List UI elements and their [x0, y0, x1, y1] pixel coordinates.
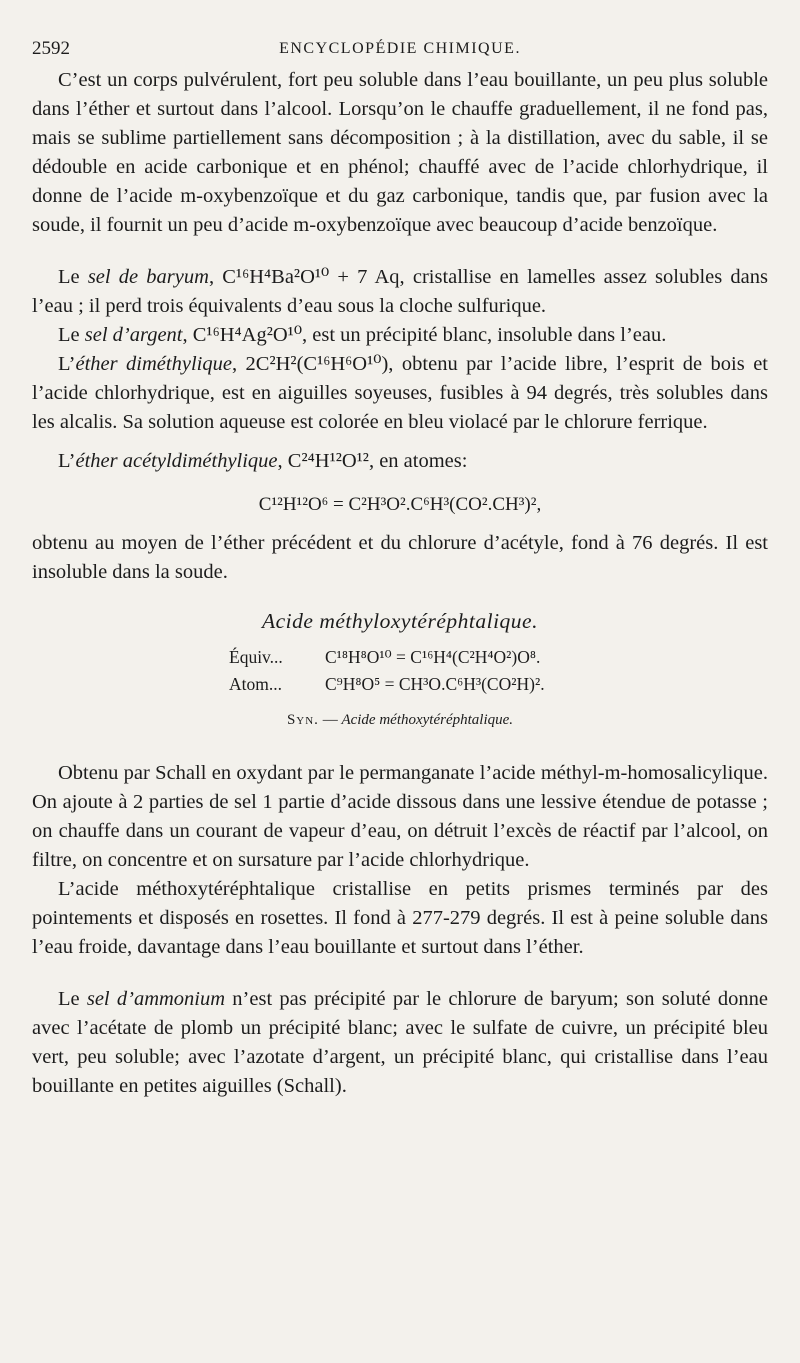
equiv-label: Équiv...	[229, 647, 283, 667]
page-header	[32, 38, 768, 62]
paragraph-properties: L’acide méthoxytéréphtalique cristallise en petits prismes terminés par des pointements et disposés en rosettes. Il fond à 277-279 degrés. Il est à peine soluble dans l’eau froide, davantage dans l’eau bouillante et surtout dans l’éther.	[32, 878, 768, 958]
paragraph-description: C’est un corps pulvérulent, fort peu soluble dans l’eau bouillante, un peu plus soluble dans l’éther et surtout dans l’alcool. Lorsqu’on le chauffe graduellement, il ne fond pas, mais se sublime partiellement sans décomposition ; à la distillation, avec du sable, il se dédouble en acide carbonique et en phénol; chauffé avec de l’acide chlorhydrique, il donne de l’acide m-oxybenzoïque et du gaz carbonique, tandis que, par fusion avec la soude, il fournit un peu d’acide m-oxybenzoïque avec beaucoup d’acide benzoïque.	[32, 69, 768, 236]
paragraph-silver-salt: Le sel d’argent, C¹⁶H⁴Ag²O¹⁰, est un précipité blanc, insoluble dans l’eau.	[58, 324, 667, 346]
page-body	[32, 66, 768, 1101]
formula-table	[229, 644, 768, 698]
term-ammonium-salt: sel d’ammonium	[86, 988, 226, 1010]
term-dimethyl-ether: éther diméthylique	[75, 353, 232, 375]
paragraph-dimethyl-ether: L’éther diméthylique, 2C²H²(C¹⁶H⁶O¹⁰), obtenu par l’acide libre, l’esprit de bois et l’acide chlorhydrique, est en aiguilles soyeuses, fusibles à 94 degrés, très solubles dans les alcalis. Sa solution aqueuse est colorée en bleu violacé par le chlorure ferrique.	[32, 353, 768, 433]
paragraph-ammonium-salt: Le sel d’ammonium n’est pas précipité par le chlorure de baryum; son soluté donne avec l’acétate de plomb un précipité blanc; avec le sulfate de cuivre, un précipité bleu vert, peu soluble; avec l’azotate d’argent, un précipité blanc, qui cristallise dans l’eau bouillante en petites aiguilles (Schall).	[32, 988, 768, 1097]
syn-name: Acide méthoxytéréphtalique.	[341, 712, 514, 728]
paragraph-acetyl-ether-cont: obtenu au moyen de l’éther précédent et du chlorure d’acétyle, fond à 76 degrés. Il est insoluble dans la soude.	[32, 532, 768, 583]
synonym-line: Syn. — Acide méthoxytéréphtalique.	[286, 712, 514, 728]
paragraph-preparation: Obtenu par Schall en oxydant par le permanganate l’acide méthyl-m-homosalicylique. On ajoute à 2 parties de sel 1 partie d’acide dissous dans une lessive étendue de potasse ; on chauffe dans un courant de vapeur d’eau, on détruit l’excès de réactif par l’alcool, on filtre, on concentre et on sursature par l’acide chlorhydrique.	[32, 762, 768, 871]
atomic-formula: C¹²H¹²O⁶ = C²H³O².C⁶H³(CO².CH³)²,	[258, 494, 542, 515]
term-acetyl-ether: éther acétyldiméthylique	[75, 450, 278, 472]
paragraph-barium-salt: Le sel de baryum, C¹⁶H⁴Ba²O¹⁰ + 7 Aq, cristallise en lamelles assez solubles dans l’eau ; il perd trois équivalents d’eau sous la cloche sulfurique.	[32, 266, 768, 317]
equiv-row	[229, 644, 768, 671]
running-title: ENCYCLOPÉDIE CHIMIQUE.	[279, 40, 521, 57]
page-number: 2592	[32, 38, 70, 59]
paragraph-acetyl-ether: L’éther acétyldiméthylique, C²⁴H¹²O¹², en atomes:	[58, 450, 468, 472]
atom-label: Atom...	[229, 674, 282, 694]
equiv-formula: C¹⁸H⁸O¹⁰ = C¹⁶H⁴(C²H⁴O²)O⁸.	[325, 647, 541, 667]
term-silver-salt: sel d’argent	[84, 324, 183, 346]
section-title: Acide méthyloxytéréphtalique.	[262, 609, 538, 633]
atom-row	[229, 671, 768, 698]
syn-label: Syn.	[286, 712, 319, 728]
term-barium-salt: sel de baryum	[87, 266, 209, 288]
atom-formula: C⁹H⁸O⁵ = CH³O.C⁶H³(CO²H)².	[325, 674, 545, 694]
